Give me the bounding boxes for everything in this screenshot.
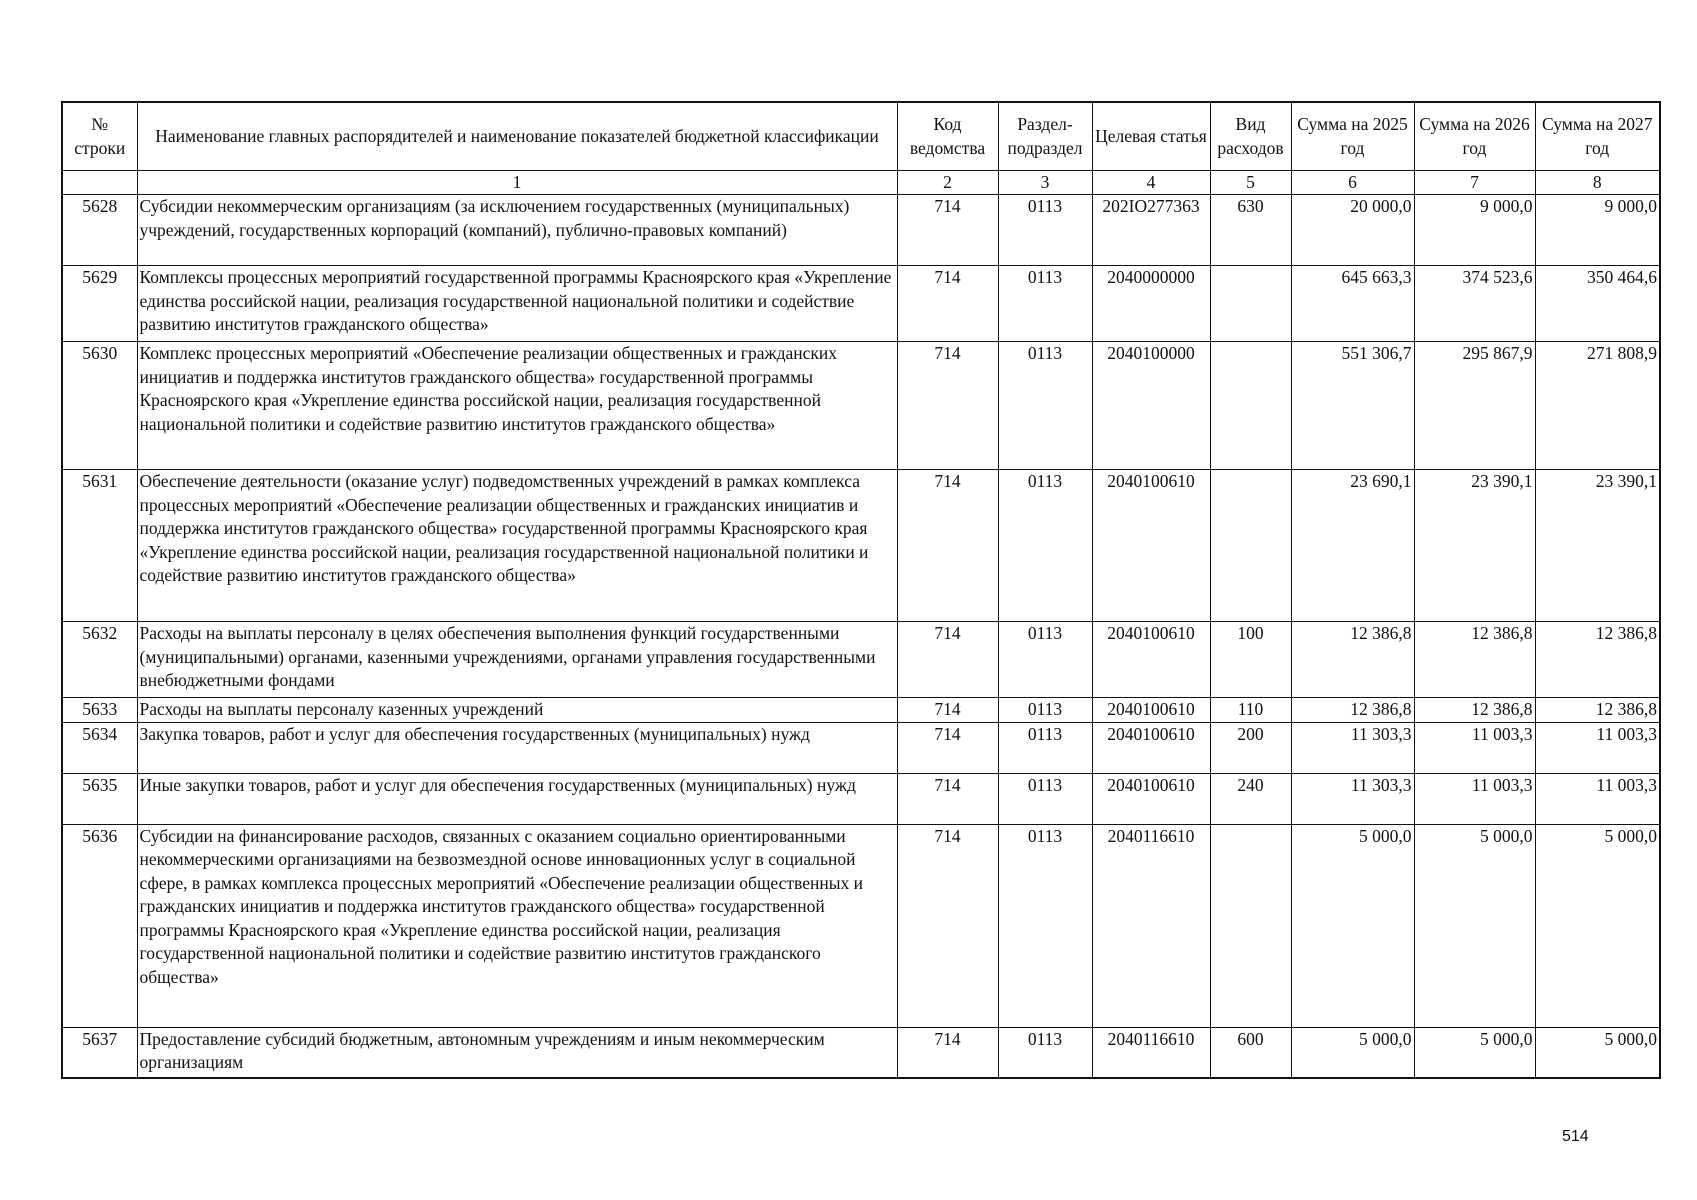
row-section: 0113	[998, 622, 1092, 698]
row-sum-2027: 9 000,0	[1535, 195, 1660, 266]
row-name: Комплекс процессных мероприятий «Обеспечение реализации общественных и гражданских инициатив и поддержка институтов гражданского общества» государственной программы Красноярского края «Укрепление единства российской нации, реализация государственной национальной политики и содействие развитию институтов гражданского общества»	[137, 342, 897, 470]
row-number: 5630	[62, 342, 137, 470]
row-number: 5631	[62, 470, 137, 622]
row-expense-type: 630	[1210, 195, 1291, 266]
table-row	[62, 698, 1660, 723]
row-sum-2026: 5 000,0	[1414, 824, 1535, 1027]
row-section: 0113	[998, 470, 1092, 622]
row-name: Предоставление субсидий бюджетным, автономным учреждениям и иным некоммерческим организациям	[137, 1027, 897, 1078]
table-row	[62, 773, 1660, 824]
row-sum-2027: 350 464,6	[1535, 266, 1660, 342]
table-row	[62, 622, 1660, 698]
row-section: 0113	[998, 698, 1092, 723]
row-sum-2027: 271 808,9	[1535, 342, 1660, 470]
header-sum-2027: Сумма на 2027 год	[1535, 102, 1660, 171]
row-sum-2025: 645 663,3	[1291, 266, 1414, 342]
row-sum-2027: 5 000,0	[1535, 1027, 1660, 1078]
row-sum-2026: 12 386,8	[1414, 622, 1535, 698]
column-number: 6	[1291, 171, 1414, 195]
row-sum-2027: 5 000,0	[1535, 824, 1660, 1027]
column-number: 5	[1210, 171, 1291, 195]
row-target-article: 2040116610	[1092, 1027, 1210, 1078]
row-name: Закупка товаров, работ и услуг для обеспечения государственных (муниципальных) нужд	[137, 722, 897, 773]
row-target-article: 2040100000	[1092, 342, 1210, 470]
header-row-number: № строки	[62, 102, 137, 171]
row-number: 5636	[62, 824, 137, 1027]
row-section: 0113	[998, 773, 1092, 824]
row-number: 5628	[62, 195, 137, 266]
row-expense-type: 240	[1210, 773, 1291, 824]
row-dept-code: 714	[897, 622, 998, 698]
column-number: 7	[1414, 171, 1535, 195]
row-expense-type	[1210, 266, 1291, 342]
row-target-article: 2040100610	[1092, 722, 1210, 773]
row-target-article: 2040100610	[1092, 470, 1210, 622]
row-sum-2025: 11 303,3	[1291, 773, 1414, 824]
table-row	[62, 1027, 1660, 1078]
row-sum-2027: 11 003,3	[1535, 773, 1660, 824]
row-target-article: 2040100610	[1092, 773, 1210, 824]
row-name: Иные закупки товаров, работ и услуг для обеспечения государственных (муниципальных) нужд	[137, 773, 897, 824]
row-dept-code: 714	[897, 698, 998, 723]
row-sum-2027: 12 386,8	[1535, 698, 1660, 723]
row-sum-2026: 11 003,3	[1414, 773, 1535, 824]
table-row	[62, 470, 1660, 622]
column-number: 4	[1092, 171, 1210, 195]
row-sum-2027: 23 390,1	[1535, 470, 1660, 622]
header-sum-2025: Сумма на 2025 год	[1291, 102, 1414, 171]
row-sum-2026: 5 000,0	[1414, 1027, 1535, 1078]
budget-table	[61, 101, 1661, 1079]
row-dept-code: 714	[897, 722, 998, 773]
column-number: 3	[998, 171, 1092, 195]
row-sum-2025: 12 386,8	[1291, 698, 1414, 723]
row-dept-code: 714	[897, 773, 998, 824]
table-row	[62, 342, 1660, 470]
row-dept-code: 714	[897, 342, 998, 470]
table-row	[62, 824, 1660, 1027]
page-number: 514	[1562, 1128, 1589, 1145]
row-name: Расходы на выплаты персоналу в целях обеспечения выполнения функций государственными (муниципальными) органами, казенными учреждениями, органами управления государственными внебюджетными фондами	[137, 622, 897, 698]
header-sum-2026: Сумма на 2026 год	[1414, 102, 1535, 171]
row-number: 5629	[62, 266, 137, 342]
column-number-row	[62, 171, 1660, 195]
table-row	[62, 195, 1660, 266]
row-dept-code: 714	[897, 1027, 998, 1078]
row-sum-2026: 12 386,8	[1414, 698, 1535, 723]
row-sum-2027: 12 386,8	[1535, 622, 1660, 698]
row-dept-code: 714	[897, 266, 998, 342]
row-expense-type	[1210, 470, 1291, 622]
row-name: Субсидии на финансирование расходов, связанных с оказанием социально ориентированными некоммерческими организациями на безвозмездной основе инновационных услуг в социальной сфере, в рамках комплекса процессных мероприятий «Обеспечение реализации общественных и гражданских инициатив и поддержка институтов гражданского общества» государственной программы Красноярского края «Укрепление единства российской нации, реализация государственной национальной политики и содействие развитию институтов гражданского общества»	[137, 824, 897, 1027]
row-target-article: 2040100610	[1092, 698, 1210, 723]
row-sum-2025: 5 000,0	[1291, 824, 1414, 1027]
row-expense-type: 110	[1210, 698, 1291, 723]
table-body	[62, 195, 1660, 1079]
row-dept-code: 714	[897, 470, 998, 622]
row-expense-type: 100	[1210, 622, 1291, 698]
row-number: 5635	[62, 773, 137, 824]
row-name: Субсидии некоммерческим организациям (за исключением государственных (муниципальных) учреждений, государственных корпораций (компаний), публично-правовых компаний)	[137, 195, 897, 266]
column-number	[62, 171, 137, 195]
table-row	[62, 266, 1660, 342]
row-expense-type	[1210, 824, 1291, 1027]
row-dept-code: 714	[897, 195, 998, 266]
row-section: 0113	[998, 195, 1092, 266]
row-section: 0113	[998, 1027, 1092, 1078]
column-number: 2	[897, 171, 998, 195]
table-row	[62, 722, 1660, 773]
row-number: 5634	[62, 722, 137, 773]
row-sum-2026: 11 003,3	[1414, 722, 1535, 773]
row-sum-2025: 5 000,0	[1291, 1027, 1414, 1078]
row-section: 0113	[998, 342, 1092, 470]
row-sum-2026: 374 523,6	[1414, 266, 1535, 342]
row-section: 0113	[998, 722, 1092, 773]
row-sum-2025: 551 306,7	[1291, 342, 1414, 470]
row-expense-type	[1210, 342, 1291, 470]
row-dept-code: 714	[897, 824, 998, 1027]
row-sum-2025: 20 000,0	[1291, 195, 1414, 266]
row-name: Комплексы процессных мероприятий государственной программы Красноярского края «Укрепление единства российской нации, реализация государственной национальной политики и содействие развитию институтов гражданского общества»	[137, 266, 897, 342]
row-sum-2026: 23 390,1	[1414, 470, 1535, 622]
row-number: 5637	[62, 1027, 137, 1078]
row-number: 5633	[62, 698, 137, 723]
row-section: 0113	[998, 824, 1092, 1027]
header-name: Наименование главных распорядителей и наименование показателей бюджетной классификации	[137, 102, 897, 171]
row-sum-2027: 11 003,3	[1535, 722, 1660, 773]
table-header	[62, 102, 1660, 195]
row-target-article: 2040116610	[1092, 824, 1210, 1027]
header-target-article: Целевая статья	[1092, 102, 1210, 171]
row-sum-2025: 12 386,8	[1291, 622, 1414, 698]
row-target-article: 2040100610	[1092, 622, 1210, 698]
row-expense-type: 200	[1210, 722, 1291, 773]
row-name: Обеспечение деятельности (оказание услуг) подведомственных учреждений в рамках комплекса процессных мероприятий «Обеспечение реализации общественных и гражданских инициатив и поддержка институтов гражданского общества» государственной программы Красноярского края «Укрепление единства российской нации, реализация государственной национальной политики и содействие развитию институтов гражданского общества»	[137, 470, 897, 622]
header-row	[62, 102, 1660, 171]
row-expense-type: 600	[1210, 1027, 1291, 1078]
row-sum-2025: 11 303,3	[1291, 722, 1414, 773]
row-sum-2025: 23 690,1	[1291, 470, 1414, 622]
row-number: 5632	[62, 622, 137, 698]
header-dept-code: Код ведомства	[897, 102, 998, 171]
row-sum-2026: 295 867,9	[1414, 342, 1535, 470]
row-section: 0113	[998, 266, 1092, 342]
row-name: Расходы на выплаты персоналу казенных учреждений	[137, 698, 897, 723]
column-number: 1	[137, 171, 897, 195]
row-sum-2026: 9 000,0	[1414, 195, 1535, 266]
header-section: Раздел-подраздел	[998, 102, 1092, 171]
header-expense-type: Вид расходов	[1210, 102, 1291, 171]
row-target-article: 202IO277363	[1092, 195, 1210, 266]
column-number: 8	[1535, 171, 1660, 195]
row-target-article: 2040000000	[1092, 266, 1210, 342]
